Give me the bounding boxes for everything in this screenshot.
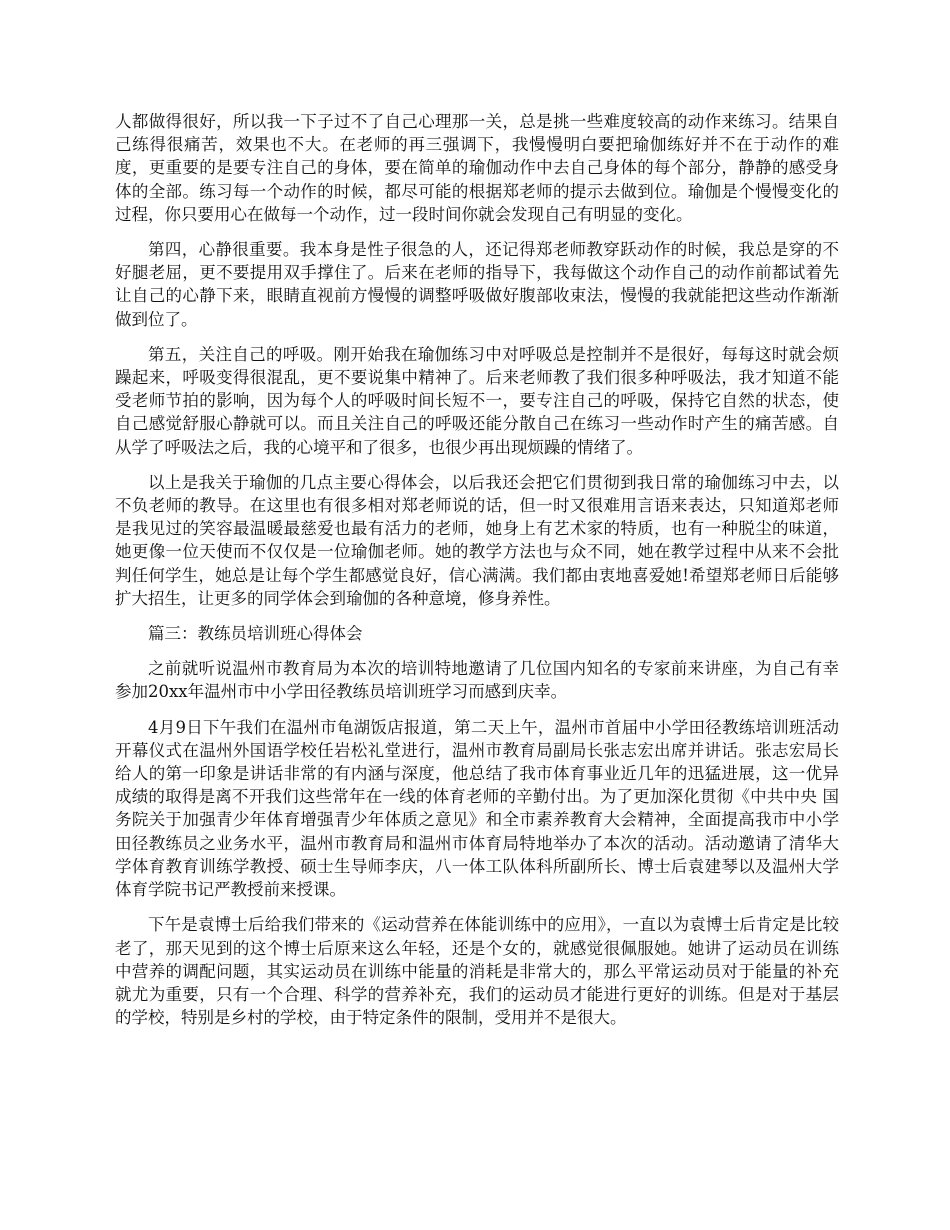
document-page (115, 110, 839, 1041)
paragraph-opening-ceremony: 4月9日下午我们在温州市龟湖饭店报道，第二天上午，温州市首届中小学田径教练培训班活动开幕仪式在温州外国语学校任岩松礼堂进行，温州市教育局副局长张志宏出席并讲话。张志宏局长给人的第一印象是讲话非常的有内涵与深度，他总结了我市体育事业近几年的迅猛进展，这一优异成绩的取得是离不开我们这些常年在一线的体育老师的辛勤付出。为了更加深化贯彻《中共中央 国务院关于加强青少年体育增强青少年体质之意见》和全市素养教育大会精神，全面提高我市中小学田径教练员之业务水平，温州市教育局和温州市体育局特地举办了本次的活动。活动邀请了清华大学体育教育训练学教授、硕士生导师李庆，八一体工队体科所副所长、博士后袁建琴以及温州大学体育学院书记严教授前来授课。 (115, 717, 839, 900)
paragraph-yoga-conclusion: 以上是我关于瑜伽的几点主要心得体会，以后我还会把它们贯彻到我日常的瑜伽练习中去，以不负老师的教导。在这里也有很多相对郑老师说的话，但一时又很难用言语来表达，只知道郑老师是我见过的笑容最温暖最慈爱也最有活力的老师，她身上有艺术家的特质，也有一种脱尘的味道，她更像一位天使而不仅仅是一位瑜伽老师。她的教学方法也与众不同，她在教学过程中从来不会批判任何学生，她总是让每个学生都感觉良好，信心满满。我们都由衷地喜爱她!希望郑老师日后能够扩大招生，让更多的同学体会到瑜伽的各种意境，修身养性。 (115, 472, 839, 608)
section-heading: 篇三：教练员培训班心得体会 (148, 624, 363, 644)
paragraph-training-intro: 之前就听说温州市教育局为本次的培训特地邀请了几位国内知名的专家前来讲座，为自己有幸参加20xx年温州市中小学田径教练员培训班学习而感到庆幸。 (115, 659, 839, 702)
paragraph-point-five: 第五，关注自己的呼吸。刚开始我在瑜伽练习中对呼吸总是控制并不是很好，每每这时就会烦躁起来，呼吸变得很混乱，更不要说集中精神了。后来老师教了我们很多种呼吸法，我才知道不能受老师节拍的影响，因为每个人的呼吸时间长短不一，要专注自己的呼吸，保持它自然的状态，使自己感觉舒服心静就可以。而且关注自己的呼吸还能分散自己在练习一些动作时产生的痛苦感。自从学了呼吸法之后，我的心境平和了很多，也很少再出现烦躁的情绪了。 (115, 344, 839, 457)
paragraph-nutrition-lecture: 下午是袁博士后给我们带来的《运动营养在体能训练中的应用》，一直以为袁博士后肯定是比较老了，那天见到的这个博士后原来这么年轻，还是个女的，就感觉很佩服她。她讲了运动员在训练中营养的调配问题，其实运动员在训练中能量的消耗是非常大的，那么平常运动员对于能量的补充就尤为重要，只有一个合理、科学的营养补充，我们的运动员才能进行更好的训练。但是对于基层的学校，特别是乡村的学校，由于特定条件的限制，受用并不是很大。 (115, 915, 839, 1028)
paragraph-yoga-practice: 人都做得很好，所以我一下子过不了自己心理那一关，总是挑一些难度较高的动作来练习。结果自己练得很痛苦，效果也不大。在老师的再三强调下，我慢慢明白要把瑜伽练好并不在于动作的难度，更重要的是要专注自己的身体，要在简单的瑜伽动作中去自己身体的每个部分，静静的感受身体的全部。练习每一个动作的时候，都尽可能的根据郑老师的提示去做到位。瑜伽是个慢慢变化的过程，你只要用心在做每一个动作，过一段时间你就会发现自己有明显的变化。 (115, 112, 839, 224)
paragraph-point-four: 第四，心静很重要。我本身是性子很急的人，还记得郑老师教穿跃动作的时候，我总是穿的不好腿老屈，更不要提用双手撑住了。后来在老师的指导下，我每做这个动作自己的动作前都试着先让自己的心静下来，眼睛直视前方慢慢的调整呼吸做好腹部收束法，慢慢的我就能把这些动作渐渐做到位了。 (115, 240, 839, 329)
